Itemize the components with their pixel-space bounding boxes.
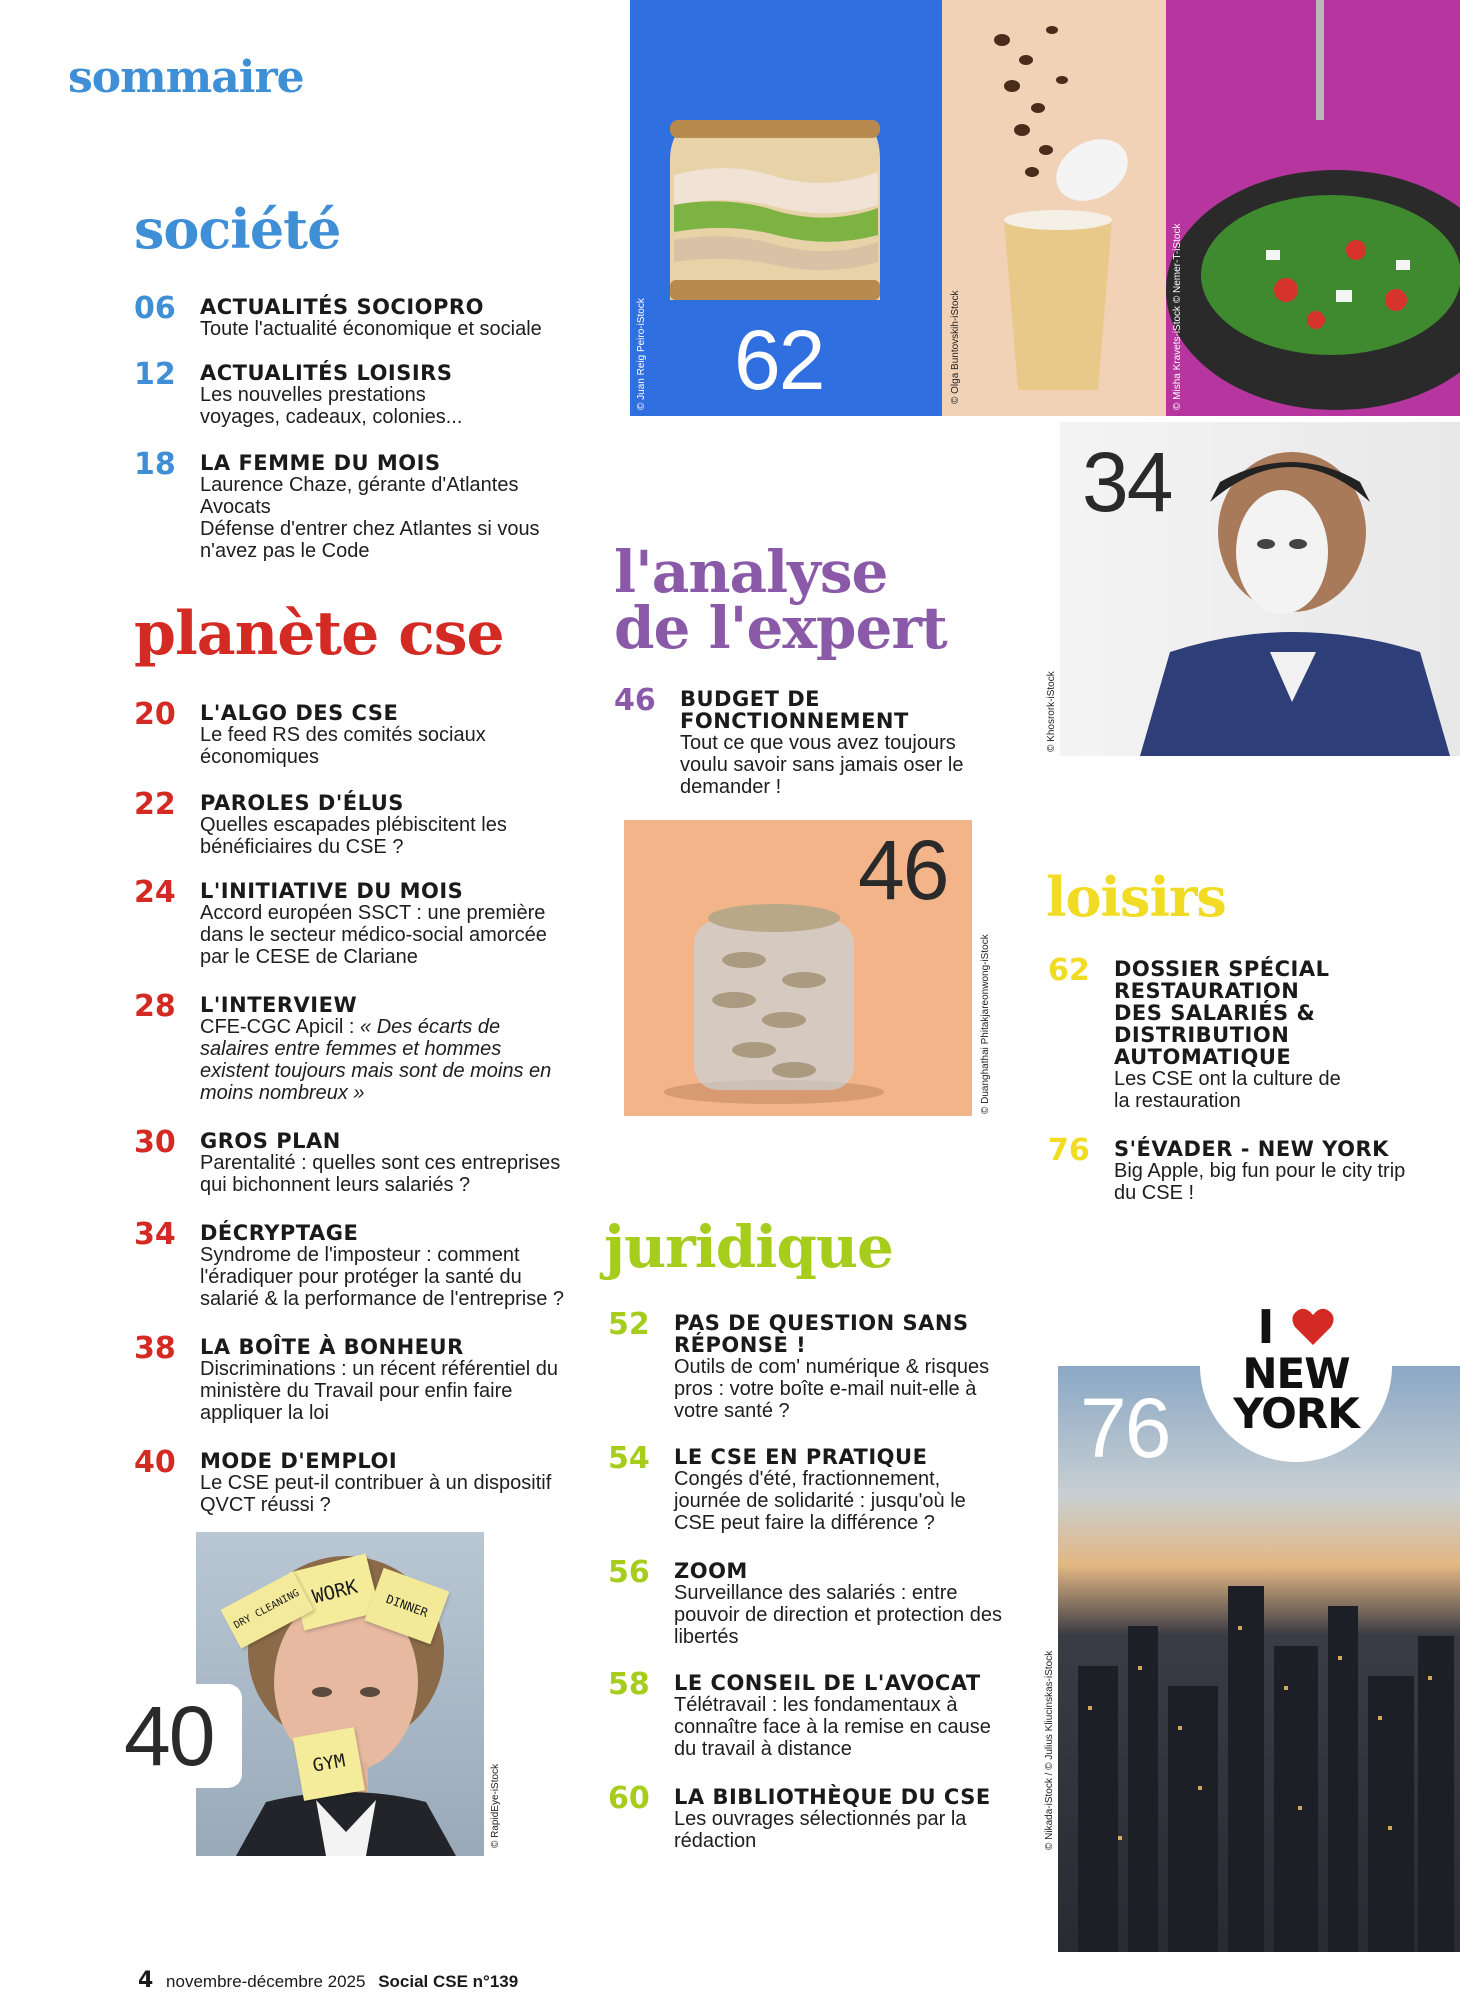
entry-title: L'ALGO DES CSE bbox=[200, 701, 399, 725]
page-number: 38 bbox=[134, 1331, 176, 1366]
page-number: 54 bbox=[608, 1441, 650, 1476]
page-number: 22 bbox=[134, 787, 176, 822]
page-number: 20 bbox=[134, 697, 176, 732]
entry-description: Les nouvelles prestations voyages, cadeaux, colonies... bbox=[200, 384, 463, 428]
sticky-note: DINNER bbox=[365, 1568, 450, 1645]
page-number: 60 bbox=[608, 1781, 650, 1816]
toc-entry[interactable] bbox=[134, 875, 574, 968]
toc-entry[interactable] bbox=[134, 357, 574, 428]
entry-description: Big Apple, big fun pour le city trip du CSE ! bbox=[1114, 1160, 1406, 1204]
section-title-planete-cse: planète cse bbox=[134, 599, 504, 669]
page-number: 24 bbox=[134, 875, 176, 910]
entry-description: Quelles escapades plébiscitent les bénéficiaires du CSE ? bbox=[200, 814, 507, 858]
page-number: 12 bbox=[134, 357, 176, 392]
page-number: 76 bbox=[1048, 1133, 1090, 1168]
photo-credit: © Misha Kravets-iStock © Nemer-T-iStock bbox=[1172, 223, 1183, 410]
entry-title: PAROLES D'ÉLUS bbox=[200, 791, 404, 815]
entry-title: LA BOÎTE À BONHEUR bbox=[200, 1335, 464, 1359]
entry-description: Parentalité : quelles sont ces entreprises qui bichonnent leurs salariés ? bbox=[200, 1152, 561, 1196]
entry-title: LE CSE EN PRATIQUE bbox=[674, 1445, 928, 1469]
entry-title: GROS PLAN bbox=[200, 1129, 341, 1153]
entry-title: LA BIBLIOTHÈQUE DU CSE bbox=[674, 1785, 991, 1809]
toc-entry[interactable] bbox=[134, 989, 574, 1104]
entry-description: Discriminations : un récent référentiel du ministère du Travail pour enfin faire appliquer la loi bbox=[200, 1358, 558, 1424]
entry-description: Tout ce que vous avez toujours voulu savoir sans jamais oser le demander ! bbox=[680, 732, 964, 798]
photo-page-number: 46 bbox=[858, 823, 948, 917]
photo-credit: © Khosrork-iStock bbox=[1046, 671, 1057, 752]
page-number: 34 bbox=[134, 1217, 176, 1252]
page-number: 40 bbox=[134, 1445, 176, 1480]
page-number: 52 bbox=[608, 1307, 650, 1342]
entry-title: S'ÉVADER - NEW YORK bbox=[1114, 1137, 1389, 1161]
page-number: 56 bbox=[608, 1555, 650, 1590]
sticky-note: WORK bbox=[290, 1553, 380, 1630]
section-title-expert bbox=[614, 538, 947, 662]
entry-title: L'INTERVIEW bbox=[200, 993, 358, 1017]
heart-icon bbox=[1291, 1307, 1335, 1354]
entry-title: LA FEMME DU MOIS bbox=[200, 451, 441, 475]
sticky-note: GYM bbox=[293, 1727, 365, 1801]
entry-description: Syndrome de l'imposteur : comment l'éradiquer pour protéger la santé du salarié & la performance de l'entreprise ? bbox=[200, 1244, 565, 1310]
entry-description-lead: CFE-CGC Apicil : bbox=[200, 1016, 361, 1038]
photo-credit: © Juan Reig Peiro-iStock bbox=[636, 298, 647, 410]
entry-description: Les CSE ont la culture de la restauration bbox=[1114, 1068, 1341, 1112]
entry-quote: « Des écarts de salaires entre femmes et hommes existent toujours mais sont de moins en moins nombreux » bbox=[200, 1016, 552, 1104]
page-number: 18 bbox=[134, 447, 176, 482]
footer-date: novembre-décembre 2025 bbox=[166, 1972, 366, 1991]
photo-credit: © Duanghathai Phitakjareonwong-iStock bbox=[980, 934, 991, 1114]
entry-title: PAS DE QUESTION SANS RÉPONSE ! bbox=[674, 1311, 969, 1357]
toc-entry[interactable] bbox=[608, 1307, 1018, 1422]
toc-entry[interactable] bbox=[608, 1781, 1018, 1852]
photo-page-number: 40 bbox=[124, 1689, 214, 1783]
footer bbox=[138, 1968, 518, 1993]
entry-description: Les ouvrages sélectionnés par la rédaction bbox=[674, 1808, 967, 1852]
entry-description: Le CSE peut-il contribuer à un dispositif QVCT réussi ? bbox=[200, 1472, 552, 1516]
footer-page-number: 4 bbox=[138, 1968, 154, 1993]
photo-coffee bbox=[942, 0, 1166, 416]
entry-title: DOSSIER SPÉCIAL RESTAURATION DES SALARIÉS & DISTRIBUTION AUTOMATIQUE bbox=[1114, 957, 1330, 1069]
entry-title: ACTUALITÉS LOISIRS bbox=[200, 361, 453, 385]
section-title-societe: société bbox=[134, 197, 341, 261]
entry-title: MODE D'EMPLOI bbox=[200, 1449, 398, 1473]
toc-entry[interactable] bbox=[608, 1667, 1018, 1760]
photo-page-number: 62 bbox=[734, 313, 824, 407]
toc-entry[interactable] bbox=[134, 697, 574, 768]
toc-entry[interactable] bbox=[134, 447, 574, 562]
photo-page-number: 76 bbox=[1080, 1381, 1170, 1475]
toc-entry[interactable] bbox=[134, 1217, 574, 1310]
entry-description: Surveillance des salariés : entre pouvoir de direction et protection des libertés bbox=[674, 1582, 1002, 1648]
photo-credit: © Olga Buntovskih-iStock bbox=[950, 290, 961, 404]
toc-entry[interactable] bbox=[1048, 953, 1448, 1112]
entry-description: Toute l'actualité économique et sociale bbox=[200, 318, 542, 340]
page-number: 58 bbox=[608, 1667, 650, 1702]
coffee-illustration bbox=[942, 0, 1166, 416]
entry-title: LE CONSEIL DE L'AVOCAT bbox=[674, 1671, 981, 1695]
section-title-juridique: juridique bbox=[604, 1213, 893, 1281]
toc-entry[interactable] bbox=[134, 1445, 574, 1516]
toc-entry[interactable] bbox=[134, 1125, 574, 1196]
entry-title: BUDGET DE FONCTIONNEMENT bbox=[680, 687, 909, 733]
toc-entry[interactable] bbox=[134, 1331, 574, 1424]
entry-description: Laurence Chaze, gérante d'Atlantes Avocats bbox=[200, 474, 519, 518]
entry-title: DÉCRYPTAGE bbox=[200, 1221, 359, 1245]
footer-magazine: Social CSE n°139 bbox=[378, 1972, 519, 1991]
section-title-loisirs: loisirs bbox=[1046, 865, 1226, 929]
photo-page-number: 34 bbox=[1082, 435, 1172, 529]
entry-description bbox=[200, 1016, 574, 1104]
page-number: 06 bbox=[134, 291, 176, 326]
sticky-note: DRY CLEANING bbox=[220, 1571, 313, 1648]
i-love-ny-logo bbox=[1200, 1270, 1392, 1462]
logo-word: YORK bbox=[1233, 1389, 1359, 1438]
toc-entry[interactable] bbox=[608, 1441, 1018, 1534]
toc-entry[interactable] bbox=[134, 291, 574, 340]
photo-salad bbox=[1166, 0, 1460, 416]
page-title: sommaire bbox=[68, 52, 304, 103]
page-number: 30 bbox=[134, 1125, 176, 1160]
entry-description: Outils de com' numérique & risques pros : votre boîte e-mail nuit-elle à votre santé ? bbox=[674, 1356, 990, 1422]
section-title-line: l'analyse bbox=[614, 538, 888, 606]
logo-top-line bbox=[1200, 1300, 1392, 1354]
entry-title: L'INITIATIVE DU MOIS bbox=[200, 879, 464, 903]
toc-entry[interactable] bbox=[608, 1555, 1018, 1648]
toc-entry[interactable] bbox=[1048, 1133, 1448, 1204]
photo-credit: © Nikada-iStock / © Julius Kliucinskas-iStock bbox=[1044, 1650, 1055, 1850]
page-number: 28 bbox=[134, 989, 176, 1024]
toc-entry[interactable] bbox=[134, 787, 574, 858]
toc-entry[interactable] bbox=[614, 683, 1014, 798]
entry-description-secondary: Défense d'entrer chez Atlantes si vous n'avez pas le Code bbox=[200, 518, 540, 562]
page-number: 62 bbox=[1048, 953, 1090, 988]
entry-description: Congés d'été, fractionnement, journée de solidarité : jusqu'où le CSE peut faire la différence ? bbox=[674, 1468, 966, 1534]
page-number: 46 bbox=[614, 683, 656, 718]
photo-credit: © RapidEye-iStock bbox=[490, 1763, 501, 1848]
entry-description: Télétravail : les fondamentaux à connaître face à la remise en cause du travail à distance bbox=[674, 1694, 991, 1760]
entry-title: ACTUALITÉS SOCIOPRO bbox=[200, 295, 484, 319]
entry-title: ZOOM bbox=[674, 1559, 748, 1583]
salad-illustration bbox=[1166, 0, 1460, 416]
logo-word: NEW bbox=[1242, 1349, 1350, 1398]
section-title-line: de l'expert bbox=[614, 594, 947, 662]
entry-description: Accord européen SSCT : une première dans le secteur médico-social amorcée par le CESE de Clariane bbox=[200, 902, 547, 968]
logo-letter-i: I bbox=[1257, 1300, 1275, 1354]
entry-description: Le feed RS des comités sociaux économiques bbox=[200, 724, 486, 768]
